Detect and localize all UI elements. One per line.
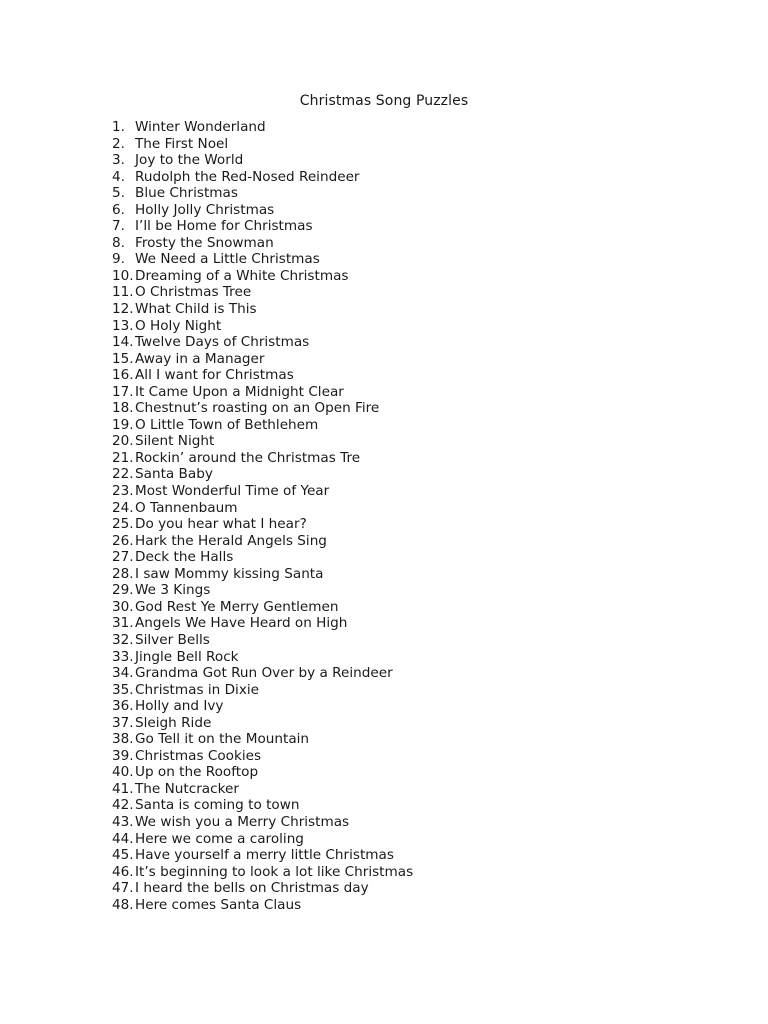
list-item [112, 831, 413, 848]
list-item [112, 797, 413, 814]
song-title: Have yourself a merry little Christmas [135, 847, 394, 864]
list-item [112, 235, 413, 252]
list-item [112, 847, 413, 864]
song-title: Here comes Santa Claus [135, 896, 302, 913]
list-item [112, 251, 413, 268]
song-title: The First Noel [135, 135, 229, 152]
list-item [112, 615, 413, 632]
list-item-number: 4. [112, 168, 125, 185]
song-title: Holly Jolly Christmas [135, 201, 275, 218]
list-item [112, 682, 413, 699]
song-title: Jingle Bell Rock [135, 648, 239, 665]
list-item [112, 400, 413, 417]
list-item-number: 34. [112, 665, 134, 682]
list-item [112, 715, 413, 732]
song-title: Frosty the Snowman [135, 234, 274, 251]
song-title: Go Tell it on the Mountain [135, 731, 310, 748]
song-title: Twelve Days of Christmas [135, 334, 310, 351]
list-item [112, 351, 413, 368]
list-item [112, 119, 413, 136]
song-title: Santa is coming to town [135, 797, 300, 814]
song-title: O Little Town of Bethlehem [135, 416, 319, 433]
song-title: All I want for Christmas [135, 367, 294, 384]
song-title: Santa Baby [135, 466, 213, 483]
list-item [112, 218, 413, 235]
list-item [112, 897, 413, 914]
song-title: I heard the bells on Christmas day [135, 880, 369, 897]
list-item [112, 649, 413, 666]
list-item-number: 37. [112, 714, 134, 731]
list-item [112, 880, 413, 897]
song-title: Up on the Rooftop [135, 764, 259, 781]
list-item [112, 781, 413, 798]
song-title: Christmas Cookies [135, 747, 262, 764]
list-item-number: 41. [112, 780, 134, 797]
list-item-number: 27. [112, 549, 134, 566]
list-item-number: 35. [112, 681, 134, 698]
song-title: It Came Upon a Midnight Clear [135, 383, 344, 400]
list-item-number: 29. [112, 582, 134, 599]
song-title: Christmas in Dixie [135, 681, 260, 698]
list-item-number: 20. [112, 433, 134, 450]
song-title: Hark the Herald Angels Sing [135, 532, 327, 549]
song-title: Away in a Manager [135, 350, 265, 367]
song-title: We wish you a Merry Christmas [135, 813, 350, 830]
list-item [112, 301, 413, 318]
list-item [112, 284, 413, 301]
song-title: We 3 Kings [135, 582, 211, 599]
list-item [112, 367, 413, 384]
song-title: Blue Christmas [135, 185, 238, 202]
song-title: Joy to the World [135, 152, 244, 169]
list-item-number: 7. [112, 218, 125, 235]
list-item-number: 2. [112, 135, 125, 152]
song-title: Silent Night [135, 433, 215, 450]
list-item-number: 31. [112, 615, 134, 632]
list-item-number: 17. [112, 383, 134, 400]
song-title: Rudolph the Red-Nosed Reindeer [135, 168, 360, 185]
list-item-number: 15. [112, 350, 134, 367]
list-item [112, 450, 413, 467]
list-item-number: 13. [112, 317, 134, 334]
list-item-number: 39. [112, 747, 134, 764]
song-title: The Nutcracker [135, 780, 239, 797]
list-item-number: 22. [112, 466, 134, 483]
list-item-number: 5. [112, 185, 125, 202]
list-item-number: 46. [112, 863, 134, 880]
song-list [112, 119, 413, 913]
list-item-number: 3. [112, 152, 125, 169]
list-item [112, 582, 413, 599]
list-item-number: 47. [112, 880, 134, 897]
list-item [112, 318, 413, 335]
list-item [112, 268, 413, 285]
list-item-number: 19. [112, 416, 134, 433]
list-item-number: 1. [112, 119, 125, 135]
list-item [112, 483, 413, 500]
list-item-number: 18. [112, 400, 134, 417]
list-item-number: 14. [112, 334, 134, 351]
list-item [112, 731, 413, 748]
song-title: Grandma Got Run Over by a Reindeer [135, 665, 393, 682]
list-item [112, 152, 413, 169]
song-title: Rockin’ around the Christmas Tre [135, 449, 361, 466]
song-title: Holly and Ivy [135, 698, 224, 715]
list-item-number: 8. [112, 234, 125, 251]
list-item [112, 185, 413, 202]
list-item [112, 500, 413, 517]
list-item-number: 40. [112, 764, 134, 781]
song-title: Most Wonderful Time of Year [135, 483, 330, 500]
list-item [112, 632, 413, 649]
song-title: Dreaming of a White Christmas [135, 267, 349, 284]
list-item-number: 30. [112, 598, 134, 615]
list-item [112, 665, 413, 682]
song-title: I saw Mommy kissing Santa [135, 565, 324, 582]
list-item-number: 11. [112, 284, 134, 301]
song-title: Angels We Have Heard on High [135, 615, 348, 632]
list-item-number: 48. [112, 896, 134, 913]
list-item-number: 25. [112, 516, 134, 533]
list-item-number: 28. [112, 565, 134, 582]
list-item-number: 45. [112, 847, 134, 864]
list-item [112, 433, 413, 450]
list-item-number: 21. [112, 449, 134, 466]
song-title: We Need a Little Christmas [135, 251, 320, 268]
list-item [112, 549, 413, 566]
song-title: Sleigh Ride [135, 714, 212, 731]
list-item [112, 466, 413, 483]
list-item [112, 764, 413, 781]
list-item-number: 38. [112, 731, 134, 748]
list-item [112, 748, 413, 765]
song-title: Chestnut’s roasting on an Open Fire [135, 400, 380, 417]
list-item [112, 533, 413, 550]
list-item-number: 43. [112, 813, 134, 830]
song-title: Deck the Halls [135, 549, 234, 566]
list-item-number: 36. [112, 698, 134, 715]
list-item [112, 384, 413, 401]
list-item-number: 12. [112, 301, 134, 318]
list-item [112, 334, 413, 351]
list-item-number: 9. [112, 251, 125, 268]
list-item-number: 42. [112, 797, 134, 814]
list-item [112, 814, 413, 831]
list-item-number: 26. [112, 532, 134, 549]
list-item [112, 136, 413, 153]
list-item [112, 864, 413, 881]
song-title: Here we come a caroling [135, 830, 304, 847]
song-title: It’s beginning to look a lot like Christmas [135, 863, 414, 880]
list-item [112, 202, 413, 219]
song-title: What Child is This [135, 301, 257, 318]
song-title: Silver Bells [135, 631, 210, 648]
list-item [112, 516, 413, 533]
list-item-number: 44. [112, 830, 134, 847]
list-item-number: 33. [112, 648, 134, 665]
list-item [112, 169, 413, 186]
song-title: O Tannenbaum [135, 499, 238, 516]
list-item [112, 566, 413, 583]
list-item [112, 599, 413, 616]
list-item-number: 23. [112, 483, 134, 500]
list-item-number: 16. [112, 367, 134, 384]
song-title: God Rest Ye Merry Gentlemen [135, 598, 339, 615]
song-title: I’ll be Home for Christmas [135, 218, 313, 235]
song-title: Winter Wonderland [135, 119, 266, 135]
list-item-number: 24. [112, 499, 134, 516]
page-title: Christmas Song Puzzles [299, 93, 469, 109]
list-item-number: 6. [112, 201, 125, 218]
list-item [112, 698, 413, 715]
song-title: O Holy Night [135, 317, 222, 334]
list-item-number: 32. [112, 631, 134, 648]
song-title: O Christmas Tree [135, 284, 252, 301]
song-title: Do you hear what I hear? [135, 516, 307, 533]
list-item-number: 10. [112, 267, 134, 284]
list-item [112, 417, 413, 434]
